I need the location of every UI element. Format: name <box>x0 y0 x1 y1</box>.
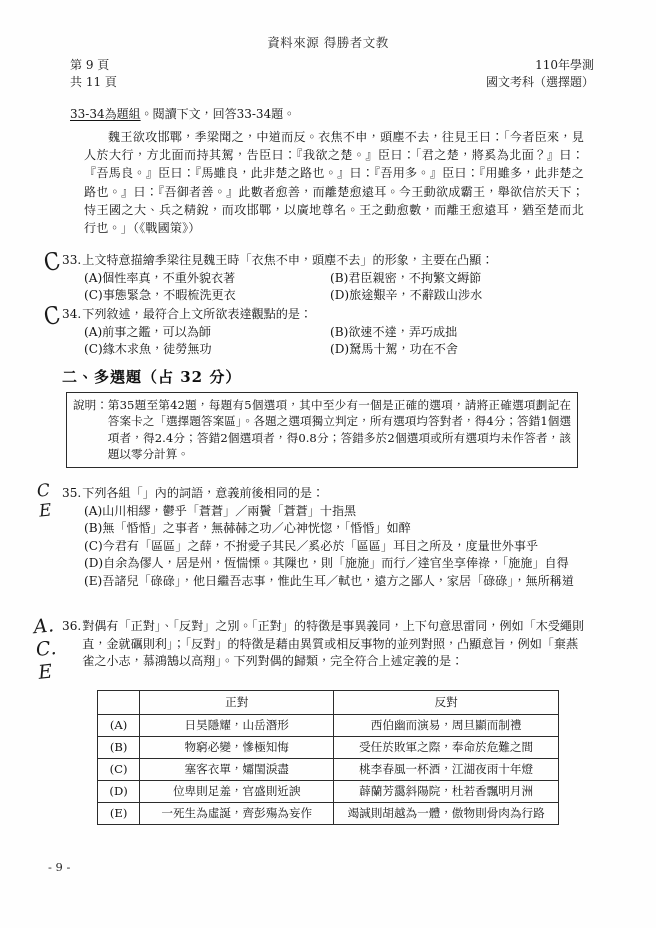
row-fandui: 桃李春風一杯酒，江湖夜雨十年燈 <box>334 759 559 781</box>
question-33-options <box>84 270 586 305</box>
row-label: (C) <box>98 759 140 781</box>
option-a-label: (A) <box>84 503 103 518</box>
option-b-label: (B) <box>330 270 349 285</box>
row-fandui: 薜蘭芳靄斜陽院，杜若香飄明月洲 <box>334 781 559 803</box>
option-b[interactable] <box>330 270 586 288</box>
page-header-left <box>70 57 117 91</box>
row-zhengdui: 塞客衣單，孀閨淚盡 <box>140 759 334 781</box>
handwritten-answer-mark-q35: C E <box>35 480 53 522</box>
option-c-label: (C) <box>84 288 103 303</box>
option-d-label: (D) <box>330 288 350 303</box>
option-c-text: 今君有「區區」之薛，不拊愛子其民／奚必於「區區」耳目之所及，度量世外事乎 <box>102 538 539 553</box>
question-34-stem-text: 下列敘述，最符合上文所欲表達觀點的是： <box>82 307 313 321</box>
option-a-text: 個性率真，不重外貌衣著 <box>102 270 236 285</box>
option-a[interactable] <box>84 324 330 342</box>
question-34 <box>62 306 586 359</box>
question-36 <box>62 618 586 671</box>
option-c-text: 緣木求魚，徒勞無功 <box>102 342 212 357</box>
row-label: (E) <box>98 803 140 825</box>
row-label: (D) <box>98 781 140 803</box>
table-row[interactable] <box>98 781 559 803</box>
row-zhengdui: 位卑則足羞，官盛則近諛 <box>140 781 334 803</box>
duiou-classification-table <box>97 690 559 825</box>
option-c-text: 事態緊急，不暇梳洗更衣 <box>102 288 236 303</box>
source-credit: 資料來源 得勝者文教 <box>267 35 389 50</box>
option-c[interactable] <box>84 341 330 359</box>
passage-group-heading <box>70 105 295 122</box>
table-row[interactable] <box>98 803 559 825</box>
exam-subject: 國文考科（選擇題） <box>485 75 594 89</box>
option-a-text: 山川相繆，鬱乎「蒼蒼」／兩鬢「蒼蒼」十指黑 <box>102 503 357 518</box>
instructions-text: 第35題至第42題，每題有5個選項，其中至少有一個是正確的選項，請將正確選項劃記在答案卡之「選擇題答案區」。各題之選項獨立判定，所有選項均答對者，得4分；答錯1個選項者，得2.4分；答錯2個選項者，得0.8分；答錯多於2個選項或所有選項均未作答者，該題以零分計算。 <box>107 398 571 462</box>
page-current: 第 9 頁 <box>70 58 110 72</box>
passage-group-heading-underlined: 33-34為題組 <box>70 107 141 121</box>
option-a-label: (A) <box>84 270 103 285</box>
row-zhengdui: 日昊隱耀，山岳潛形 <box>140 715 334 737</box>
option-d[interactable] <box>330 341 586 359</box>
row-zhengdui: 一死生為虛誕，齊彭殤為妄作 <box>140 803 334 825</box>
row-label: (A) <box>98 715 140 737</box>
handwritten-answer-mark-q33: C <box>41 246 63 278</box>
row-fandui: 竭誠則胡越為一體，傲物則骨肉為行路 <box>334 803 559 825</box>
question-33-number: 33. <box>62 253 82 267</box>
option-d-text: 駑馬十駕，功在不舍 <box>349 342 458 357</box>
option-c[interactable] <box>84 538 586 556</box>
passage-group-heading-rest: 。閱讀下文，回答33-34題。 <box>140 107 296 121</box>
row-fandui: 受任於敗軍之際，奉命於危難之間 <box>334 737 559 759</box>
question-36-table-wrapper <box>97 690 559 825</box>
question-35 <box>62 485 586 591</box>
option-e-text: 吾諸兒「碌碌」，他日繼吾志事，惟此生耳／軾也，遠方之鄙人，家居「碌碌」，無所稱道 <box>102 573 574 588</box>
handwritten-answer-mark-q34: C <box>41 300 63 332</box>
option-b-label: (B) <box>330 324 349 339</box>
option-b-text: 君臣親密，不拘繁文縟節 <box>348 270 482 285</box>
reading-passage: 魏王欲攻邯鄲，季梁聞之，中道而反。衣焦不申，頭塵不去，往見王曰：「今者臣來，見人於大行，方北面而持其駕，告臣曰：『我欲之楚。』臣曰：「君之楚，將奚為北面？』曰：『吾馬良。』臣曰：『馬雖良，此非楚之路也。』曰：『吾用多。』臣曰：『用雖多，此非楚之路也。』曰：『吾御者善。』此數者愈善，而離楚愈遠耳。今王動欲成霸王，舉欲信於天下；恃王國之大、兵之精銳，而攻邯鄲，以廣地尊名。王之動愈數，而離王愈遠耳，猶至楚而北行也。」（《戰國策》） <box>84 130 584 236</box>
question-36-stem-text: 對偶有「正對」、「反對」之別。「正對」的特徵是事異義同，上下句意思雷同，例如「木受繩則直，金就礪則利」；「反對」的特徵是藉由異質或相反事物的並列對照，凸顯意旨，例如「棄燕雀之小志，慕鴻鵠以高翔」。下列對偶的歸類，完全符合上述定義的是： <box>82 619 585 669</box>
option-d[interactable] <box>330 287 586 305</box>
row-fandui: 西伯幽而演易，周旦顯而制禮 <box>334 715 559 737</box>
option-e[interactable] <box>84 573 586 591</box>
option-b-text: 無「惛惛」之事者，無赫赫之功／心神恍惚，「惛惛」如醉 <box>102 521 411 536</box>
option-b-text: 欲速不達，弄巧成拙 <box>348 324 458 339</box>
option-c-label: (C) <box>84 342 103 357</box>
handwritten-answer-mark-q36: A. C. E <box>32 614 58 684</box>
instructions-label: 說明： <box>73 398 108 412</box>
row-label: (B) <box>98 737 140 759</box>
option-a-text: 前事之鑑，可以為師 <box>102 324 212 339</box>
option-b[interactable] <box>330 324 586 342</box>
option-a-label: (A) <box>84 324 103 339</box>
option-d-text: 自余為僇人，居是州，恆惴慄。其隟也，則「施施」而行／達官坐享俸祿，「施施」自得 <box>103 556 569 571</box>
question-35-number: 35. <box>62 486 82 500</box>
page-header <box>70 57 594 91</box>
multiple-choice-instructions-box <box>66 392 578 468</box>
table-header-zhengdui: 正對 <box>140 691 334 715</box>
option-b-label: (B) <box>84 521 103 536</box>
table-header-fandui: 反對 <box>334 691 559 715</box>
table-header-row <box>98 691 559 715</box>
table-header-blank <box>98 691 140 715</box>
page-total: 共 11 頁 <box>70 75 117 89</box>
option-d-label: (D) <box>84 556 104 571</box>
question-35-stem <box>62 485 586 503</box>
option-a[interactable] <box>84 270 330 288</box>
question-36-number: 36. <box>62 619 82 633</box>
row-zhengdui: 物窮必變，慘極知悔 <box>140 737 334 759</box>
page-header-right <box>486 57 594 91</box>
option-c-label: (C) <box>84 538 103 553</box>
option-b[interactable] <box>84 520 586 538</box>
option-d[interactable] <box>84 555 586 573</box>
option-d-label: (D) <box>330 342 350 357</box>
question-34-options <box>84 324 586 359</box>
question-33 <box>62 252 586 305</box>
question-33-stem-text: 上文特意描繪季梁往見魏王時「衣焦不申，頭塵不去」的形象，主要在凸顯： <box>82 253 494 267</box>
question-34-number: 34. <box>62 307 82 321</box>
option-c[interactable] <box>84 287 330 305</box>
question-33-stem <box>62 252 586 270</box>
exam-year: 110年學測 <box>535 58 594 72</box>
option-e-label: (E) <box>84 573 103 588</box>
question-35-stem-text: 下列各組「」內的詞語，意義前後相同的是： <box>82 486 325 500</box>
table-row[interactable] <box>98 737 559 759</box>
section-2-title: 二、多選題（占 32 分） <box>62 368 242 386</box>
table-row[interactable] <box>98 759 559 781</box>
table-row[interactable] <box>98 715 559 737</box>
question-36-stem <box>62 618 586 671</box>
page-footer: - 9 - <box>48 860 71 874</box>
question-34-stem <box>62 306 586 324</box>
option-d-text: 旅途艱辛，不辭跋山涉水 <box>349 288 483 303</box>
option-a[interactable] <box>84 503 586 521</box>
question-35-options <box>84 503 586 591</box>
